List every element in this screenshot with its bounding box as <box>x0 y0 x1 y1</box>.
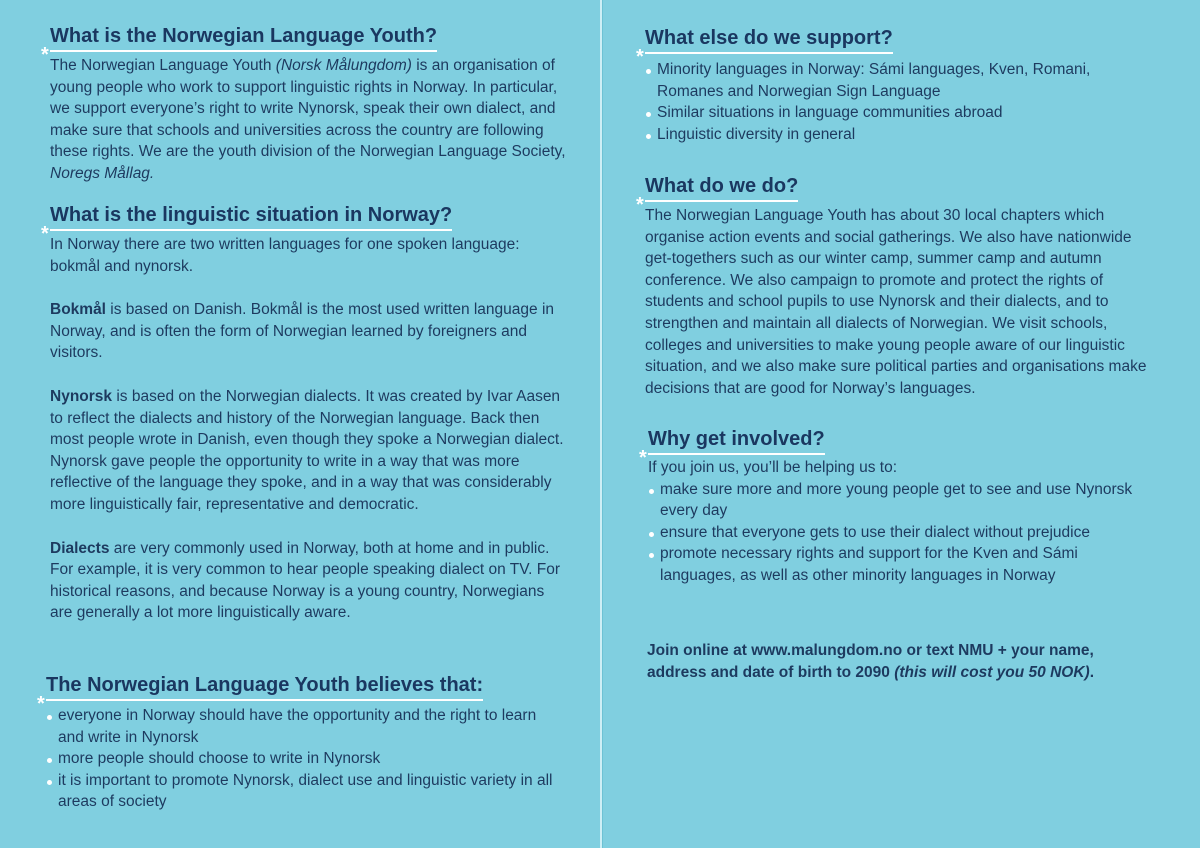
list-item: Linguistic diversity in general <box>645 124 1155 146</box>
dialects-paragraph: Dialects are very commonly used in Norway, both at home and in public. For example, it is very common to hear people speaking dialect on TV. For historical reasons, and because Norway is a young country, Norwegians are generally a lot more linguistically aware. <box>50 539 561 622</box>
heading-situation: * What is the linguistic situation in Norway? <box>41 204 453 245</box>
list-item: Similar situations in language communities abroad <box>645 102 1155 124</box>
section-involved <box>639 427 1153 587</box>
heading-about: * What is the Norwegian Language Youth? <box>41 25 438 66</box>
involved-intro: If you join us, you’ll be helping us to: <box>648 459 898 476</box>
involved-list <box>648 479 1153 587</box>
section-what-we-do <box>636 174 1155 399</box>
asterisk-icon: * <box>636 46 644 68</box>
list-item: everyone in Norway should have the opportunity and the right to learn and write in Nynorsk <box>46 705 566 748</box>
fold-line <box>600 0 602 848</box>
about-text: The Norwegian Language Youth (Norsk Målungdom) is an organisation of young people who work to support linguistic rights in Norway. In particular, we support everyone’s right to write Nynorsk, speak their own dialect, and make sure that schools and universities across the country are following these rights. We are the youth division of the Norwegian Language Society, Noregs Mållag. <box>50 57 566 182</box>
list-item: more people should choose to write in Nynorsk <box>46 748 566 770</box>
asterisk-icon: * <box>41 223 49 245</box>
heading-support: * What else do we support? <box>636 27 893 68</box>
bokmal-paragraph: Bokmål is based on Danish. Bokmål is the most used written language in Norway, and is often the form of Norwegian learned by foreigners and visitors. <box>50 301 555 362</box>
heading-involved: * Why get involved? <box>639 428 825 469</box>
nynorsk-paragraph: Nynorsk is based on the Norwegian dialects. It was created by Ivar Aasen to reflect the dialects and history of the Norwegian language. Back then most people wrote in Danish, even though they spoke a Norwegian dialect. Nynorsk gave people the opportunity to write in a way that was more reflective of the language they spoke, and in a way that was considerably more linguistically fair, representative and democratic. <box>50 387 564 513</box>
list-item: it is important to promote Nynorsk, dialect use and linguistic variety in all areas of society <box>46 770 566 813</box>
list-item: make sure more and more young people get to see and use Nynorsk every day <box>648 479 1153 522</box>
list-item: ensure that everyone gets to use their dialect without prejudice <box>648 522 1153 544</box>
list-item: Minority languages in Norway: Sámi languages, Kven, Romani, Romanes and Norwegian Sign Language <box>645 59 1155 102</box>
situation-intro: In Norway there are two written languages for one spoken language: bokmål and nynorsk. <box>50 236 520 275</box>
asterisk-icon: * <box>639 447 647 469</box>
beliefs-list <box>46 705 566 813</box>
heading-what-we-do: * What do we do? <box>636 175 799 216</box>
asterisk-icon: * <box>37 693 45 715</box>
asterisk-icon: * <box>636 194 644 216</box>
section-support <box>636 26 1155 145</box>
heading-beliefs: * The Norwegian Language Youth believes that: <box>37 674 484 715</box>
what-we-do-text: The Norwegian Language Youth has about 30 local chapters which organise action events and social gatherings. We also have nationwide get-togethers such as our winter camp, summer camp and autumn conference. We also campaign to promote and protect the rights of students and school pupils to use Nynorsk and their dialects, and to strengthen and maintain all dialects of Norwegian. We visit schools, colleges and universities to make young people aware of our linguistic situation, and we also make sure political parties and organisations make decisions that are good for Norway’s languages. <box>645 207 1147 397</box>
section-beliefs <box>37 673 566 813</box>
section-situation <box>41 203 570 624</box>
list-item: promote necessary rights and support for the Kven and Sámi languages, as well as other minority languages in Norway <box>648 543 1153 586</box>
section-about <box>41 24 570 185</box>
join-call-to-action: Join online at www.malungdom.no or text NMU + your name, address and date of birth to 2090 (this will cost you 50 NOK). <box>647 642 1095 681</box>
asterisk-icon: * <box>41 44 49 66</box>
support-list <box>645 59 1155 145</box>
